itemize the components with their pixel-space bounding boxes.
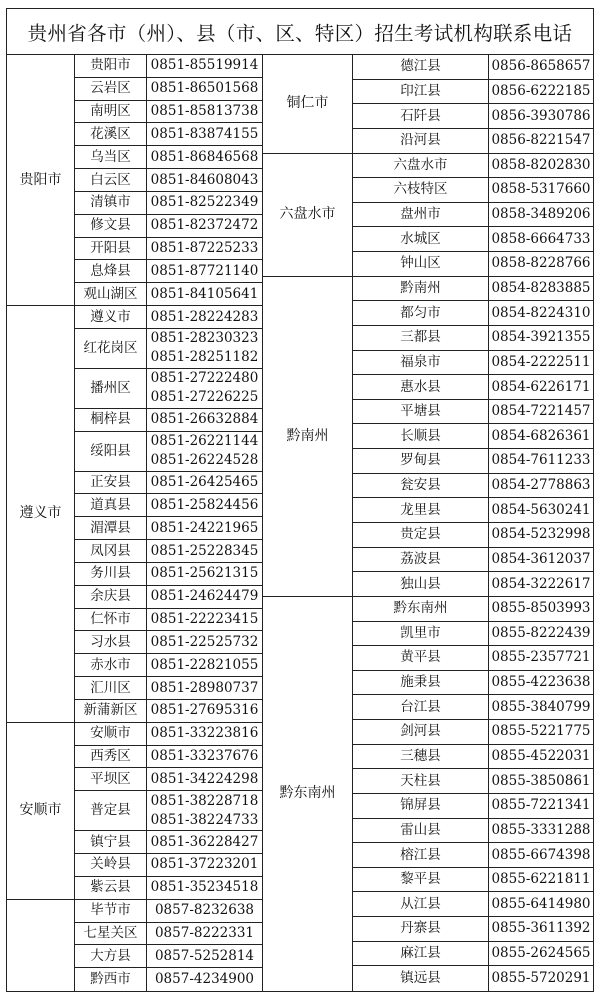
city-cell: 贵阳市 bbox=[7, 55, 75, 306]
phone-number: 0857-5252814 bbox=[154, 947, 255, 964]
county-cell: 锦屏县 bbox=[353, 794, 489, 819]
phone-number: 0855-2357721 bbox=[491, 649, 591, 666]
phone-number: 0851-87721140 bbox=[150, 262, 259, 279]
city-cell: 铜仁市 bbox=[263, 55, 353, 154]
county-cell: 黔西市 bbox=[75, 968, 147, 991]
phone-cell bbox=[489, 424, 593, 449]
county-cell: 龙里县 bbox=[353, 498, 489, 523]
county-cell: 播州区 bbox=[75, 369, 147, 409]
phone-number: 0856-6222185 bbox=[491, 82, 591, 99]
phone-number: 0851-28251182 bbox=[150, 349, 259, 366]
county-cell: 道真县 bbox=[75, 494, 147, 517]
phone-cell bbox=[147, 306, 263, 329]
county-cell: 汇川区 bbox=[75, 677, 147, 700]
phone-number: 0854-3222617 bbox=[491, 575, 591, 592]
county-cell: 花溪区 bbox=[75, 123, 147, 146]
phone-number: 0854-5232998 bbox=[491, 526, 591, 543]
phone-cell bbox=[489, 277, 593, 302]
county-cell: 钟山区 bbox=[353, 252, 489, 277]
phone-number: 0858-8202830 bbox=[491, 156, 591, 173]
phone-number: 0855-6414980 bbox=[491, 895, 591, 912]
county-cell: 紫云县 bbox=[75, 877, 147, 900]
phone-cell bbox=[489, 498, 593, 523]
phone-cell bbox=[147, 831, 263, 854]
county-cell: 从江县 bbox=[353, 892, 489, 917]
phone-cell bbox=[489, 695, 593, 720]
phone-number: 0855-6674398 bbox=[491, 846, 591, 863]
phone-number: 0851-27226225 bbox=[150, 389, 259, 406]
phone-cell bbox=[147, 563, 263, 586]
county-cell: 平塘县 bbox=[353, 400, 489, 425]
phone-number: 0851-26224528 bbox=[150, 452, 259, 469]
phone-number: 0851-38224733 bbox=[150, 811, 259, 828]
phone-cell bbox=[147, 146, 263, 169]
county-cell: 镇远县 bbox=[353, 966, 489, 991]
phone-cell bbox=[489, 227, 593, 252]
phone-cell bbox=[489, 572, 593, 597]
county-cell: 三穗县 bbox=[353, 745, 489, 770]
county-cell: 清镇市 bbox=[75, 192, 147, 215]
county-cell: 赤水市 bbox=[75, 654, 147, 677]
phone-number: 0851-33223816 bbox=[150, 725, 259, 742]
phone-number: 0856-8658657 bbox=[491, 58, 591, 75]
phone-cell bbox=[147, 78, 263, 101]
phone-cell bbox=[147, 329, 263, 369]
county-cell: 余庆县 bbox=[75, 586, 147, 609]
phone-number: 0851-85519914 bbox=[150, 57, 259, 74]
phone-number: 0854-3612037 bbox=[491, 550, 591, 567]
phone-cell bbox=[147, 900, 263, 923]
phone-cell bbox=[147, 854, 263, 877]
phone-number: 0855-3331288 bbox=[491, 821, 591, 838]
phone-number: 0851-33237676 bbox=[150, 747, 259, 764]
phone-cell bbox=[489, 843, 593, 868]
phone-number: 0854-8224310 bbox=[491, 304, 591, 321]
county-cell: 仁怀市 bbox=[75, 609, 147, 632]
phone-cell bbox=[489, 55, 593, 80]
county-cell: 务川县 bbox=[75, 563, 147, 586]
phone-number: 0851-22223415 bbox=[150, 611, 259, 628]
phone-number: 0854-7611233 bbox=[491, 452, 591, 469]
phone-cell bbox=[489, 622, 593, 647]
phone-number: 0857-8232638 bbox=[154, 902, 255, 919]
county-cell: 西秀区 bbox=[75, 746, 147, 769]
county-cell: 习水县 bbox=[75, 631, 147, 654]
phone-cell bbox=[489, 819, 593, 844]
phone-number: 0855-6221811 bbox=[491, 871, 591, 888]
phone-number: 0854-6226171 bbox=[491, 378, 591, 395]
county-cell: 贵阳市 bbox=[75, 55, 147, 78]
phone-number: 0851-26425465 bbox=[150, 474, 259, 491]
phone-number: 0855-2624565 bbox=[491, 945, 591, 962]
city-cell: 安顺市 bbox=[7, 723, 75, 900]
phone-cell bbox=[147, 472, 263, 495]
phone-cell bbox=[147, 631, 263, 654]
county-cell: 荔波县 bbox=[353, 548, 489, 573]
phone-number: 0851-35234518 bbox=[150, 879, 259, 896]
phone-cell bbox=[147, 700, 263, 723]
phone-number: 0855-3850861 bbox=[491, 772, 591, 789]
phone-number: 0851-26632884 bbox=[150, 411, 259, 428]
phone-cell bbox=[147, 55, 263, 78]
county-cell: 天柱县 bbox=[353, 769, 489, 794]
county-cell: 正安县 bbox=[75, 472, 147, 495]
phone-number: 0851-82372472 bbox=[150, 217, 259, 234]
county-cell: 平坝区 bbox=[75, 768, 147, 791]
county-cell: 台江县 bbox=[353, 695, 489, 720]
county-cell: 凯里市 bbox=[353, 622, 489, 647]
phone-number: 0851-25621315 bbox=[150, 565, 259, 582]
phone-cell bbox=[147, 791, 263, 831]
phone-cell bbox=[489, 400, 593, 425]
phone-number: 0858-6664733 bbox=[491, 230, 591, 247]
county-cell: 盘州市 bbox=[353, 203, 489, 228]
county-cell: 长顺县 bbox=[353, 424, 489, 449]
phone-cell bbox=[489, 474, 593, 499]
county-cell: 开阳县 bbox=[75, 238, 147, 261]
county-cell: 榕江县 bbox=[353, 843, 489, 868]
phone-cell bbox=[147, 369, 263, 409]
phone-number: 0851-22821055 bbox=[150, 656, 259, 673]
county-cell: 绥阳县 bbox=[75, 432, 147, 472]
city-cell bbox=[7, 900, 75, 991]
phone-number: 0851-85813738 bbox=[150, 103, 259, 120]
county-cell: 南明区 bbox=[75, 101, 147, 124]
county-cell: 毕节市 bbox=[75, 900, 147, 923]
phone-number: 0857-4234900 bbox=[154, 971, 255, 988]
phone-number: 0851-83874155 bbox=[150, 125, 259, 142]
phone-number: 0854-5630241 bbox=[491, 501, 591, 518]
county-cell: 黔东南州 bbox=[353, 597, 489, 622]
phone-cell bbox=[147, 968, 263, 991]
county-cell: 石阡县 bbox=[353, 104, 489, 129]
city-cell: 黔南州 bbox=[263, 277, 353, 597]
county-cell: 三都县 bbox=[353, 326, 489, 351]
county-cell: 大方县 bbox=[75, 945, 147, 968]
county-cell: 麻江县 bbox=[353, 942, 489, 967]
county-cell: 息烽县 bbox=[75, 260, 147, 283]
phone-cell bbox=[489, 671, 593, 696]
phone-number: 0851-25824456 bbox=[150, 496, 259, 513]
phone-cell bbox=[147, 123, 263, 146]
county-cell: 都匀市 bbox=[353, 301, 489, 326]
phone-number: 0858-5317660 bbox=[491, 181, 591, 198]
phone-cell bbox=[147, 586, 263, 609]
phone-number: 0851-27222480 bbox=[150, 370, 259, 387]
phone-number: 0851-37223201 bbox=[150, 856, 259, 873]
phone-cell bbox=[147, 192, 263, 215]
phone-number: 0854-3921355 bbox=[491, 329, 591, 346]
county-cell: 安顺市 bbox=[75, 723, 147, 746]
phone-number: 0851-28980737 bbox=[150, 679, 259, 696]
phone-number: 0855-4522031 bbox=[491, 747, 591, 764]
phone-number: 0855-8503993 bbox=[491, 600, 591, 617]
county-cell: 修文县 bbox=[75, 215, 147, 238]
phone-number: 0855-3611392 bbox=[491, 920, 591, 937]
phone-number: 0855-5221775 bbox=[491, 723, 591, 740]
city-cell: 六盘水市 bbox=[263, 154, 353, 277]
county-cell: 普定县 bbox=[75, 791, 147, 831]
county-cell: 施秉县 bbox=[353, 671, 489, 696]
county-cell: 水城区 bbox=[353, 227, 489, 252]
phone-cell bbox=[147, 768, 263, 791]
phone-cell bbox=[147, 923, 263, 946]
county-cell: 贵定县 bbox=[353, 523, 489, 548]
phone-cell bbox=[147, 169, 263, 192]
county-cell: 独山县 bbox=[353, 572, 489, 597]
phone-number: 0854-6826361 bbox=[491, 427, 591, 444]
phone-cell bbox=[489, 523, 593, 548]
phone-cell bbox=[489, 104, 593, 129]
county-cell: 黎平县 bbox=[353, 868, 489, 893]
phone-cell bbox=[489, 942, 593, 967]
phone-cell bbox=[489, 80, 593, 105]
county-cell: 黔南州 bbox=[353, 277, 489, 302]
phone-number: 0857-8222331 bbox=[154, 924, 255, 941]
city-cell: 黔东南州 bbox=[263, 597, 353, 991]
phone-cell bbox=[489, 892, 593, 917]
county-cell: 七星关区 bbox=[75, 923, 147, 946]
county-cell: 剑河县 bbox=[353, 720, 489, 745]
county-cell: 罗甸县 bbox=[353, 449, 489, 474]
phone-number: 0858-3489206 bbox=[491, 206, 591, 223]
phone-number: 0856-3930786 bbox=[491, 107, 591, 124]
phone-number: 0855-7221341 bbox=[491, 797, 591, 814]
phone-cell bbox=[489, 375, 593, 400]
phone-cell bbox=[147, 540, 263, 563]
county-cell: 六盘水市 bbox=[353, 154, 489, 179]
county-cell: 镇宁县 bbox=[75, 831, 147, 854]
county-cell: 桐梓县 bbox=[75, 409, 147, 432]
county-cell: 云岩区 bbox=[75, 78, 147, 101]
county-cell: 关岭县 bbox=[75, 854, 147, 877]
phone-cell bbox=[489, 178, 593, 203]
county-cell: 六枝特区 bbox=[353, 178, 489, 203]
county-cell: 瓮安县 bbox=[353, 474, 489, 499]
phone-cell bbox=[147, 238, 263, 261]
phone-number: 0855-8222439 bbox=[491, 624, 591, 641]
phone-number: 0854-2778863 bbox=[491, 477, 591, 494]
phone-number: 0855-4223638 bbox=[491, 674, 591, 691]
county-cell: 德江县 bbox=[353, 55, 489, 80]
phone-number: 0851-28224283 bbox=[150, 308, 259, 325]
phone-cell bbox=[489, 548, 593, 573]
phone-number: 0851-34224298 bbox=[150, 770, 259, 787]
phone-cell bbox=[489, 868, 593, 893]
phone-number: 0851-86501568 bbox=[150, 80, 259, 97]
phone-cell bbox=[147, 432, 263, 472]
phone-number: 0851-84608043 bbox=[150, 171, 259, 188]
county-cell: 福泉市 bbox=[353, 351, 489, 376]
phone-cell bbox=[489, 449, 593, 474]
phone-number: 0855-5720291 bbox=[491, 970, 591, 987]
phone-cell bbox=[147, 877, 263, 900]
phone-cell bbox=[489, 646, 593, 671]
county-cell: 红花岗区 bbox=[75, 329, 147, 369]
phone-cell bbox=[489, 326, 593, 351]
county-cell: 遵义市 bbox=[75, 306, 147, 329]
phone-number: 0854-8283885 bbox=[491, 279, 591, 296]
phone-number: 0851-28230323 bbox=[150, 330, 259, 347]
phone-cell bbox=[489, 154, 593, 179]
county-cell: 雷山县 bbox=[353, 819, 489, 844]
phone-cell bbox=[147, 283, 263, 306]
table-title: 贵州省各市（州）、县（市、区、特区）招生考试机构联系电话 bbox=[7, 9, 593, 55]
phone-number: 0851-86846568 bbox=[150, 148, 259, 165]
phone-cell bbox=[147, 215, 263, 238]
phone-number: 0851-25228345 bbox=[150, 542, 259, 559]
county-cell: 惠水县 bbox=[353, 375, 489, 400]
phone-cell bbox=[489, 301, 593, 326]
phone-cell bbox=[147, 409, 263, 432]
phone-number: 0851-26221144 bbox=[150, 433, 259, 450]
city-cell: 遵义市 bbox=[7, 306, 75, 723]
phone-number: 0851-22525732 bbox=[150, 633, 259, 650]
county-cell: 黄平县 bbox=[353, 646, 489, 671]
phone-number: 0854-7221457 bbox=[491, 403, 591, 420]
phone-cell bbox=[147, 609, 263, 632]
phone-cell bbox=[489, 745, 593, 770]
phone-cell bbox=[147, 517, 263, 540]
phone-cell bbox=[489, 129, 593, 154]
phone-number: 0858-8228766 bbox=[491, 255, 591, 272]
phone-cell bbox=[489, 769, 593, 794]
phone-number: 0851-36228427 bbox=[150, 833, 259, 850]
county-cell: 白云区 bbox=[75, 169, 147, 192]
phone-number: 0855-3840799 bbox=[491, 698, 591, 715]
phone-cell bbox=[147, 494, 263, 517]
county-cell: 印江县 bbox=[353, 80, 489, 105]
phone-number: 0851-87225233 bbox=[150, 240, 259, 257]
phone-cell bbox=[489, 597, 593, 622]
phone-cell bbox=[147, 260, 263, 283]
phone-number: 0856-8221547 bbox=[491, 132, 591, 149]
phone-number: 0851-82522349 bbox=[150, 194, 259, 211]
contact-table bbox=[6, 8, 594, 992]
phone-number: 0854-2222511 bbox=[491, 353, 591, 370]
phone-cell bbox=[489, 966, 593, 991]
phone-cell bbox=[147, 101, 263, 124]
phone-cell bbox=[147, 677, 263, 700]
phone-cell bbox=[489, 203, 593, 228]
phone-cell bbox=[147, 746, 263, 769]
county-cell: 观山湖区 bbox=[75, 283, 147, 306]
county-cell: 乌当区 bbox=[75, 146, 147, 169]
phone-number: 0851-27695316 bbox=[150, 702, 259, 719]
phone-cell bbox=[147, 723, 263, 746]
phone-cell bbox=[489, 252, 593, 277]
county-cell: 凤冈县 bbox=[75, 540, 147, 563]
phone-cell bbox=[489, 351, 593, 376]
phone-cell bbox=[489, 720, 593, 745]
phone-number: 0851-24221965 bbox=[150, 519, 259, 536]
phone-number: 0851-38228718 bbox=[150, 792, 259, 809]
county-cell: 丹寨县 bbox=[353, 917, 489, 942]
county-cell: 沿河县 bbox=[353, 129, 489, 154]
county-cell: 湄潭县 bbox=[75, 517, 147, 540]
county-cell: 新蒲新区 bbox=[75, 700, 147, 723]
phone-cell bbox=[489, 794, 593, 819]
phone-number: 0851-84105641 bbox=[150, 285, 259, 302]
phone-number: 0851-24624479 bbox=[150, 588, 259, 605]
phone-cell bbox=[147, 654, 263, 677]
phone-cell bbox=[147, 945, 263, 968]
phone-cell bbox=[489, 917, 593, 942]
